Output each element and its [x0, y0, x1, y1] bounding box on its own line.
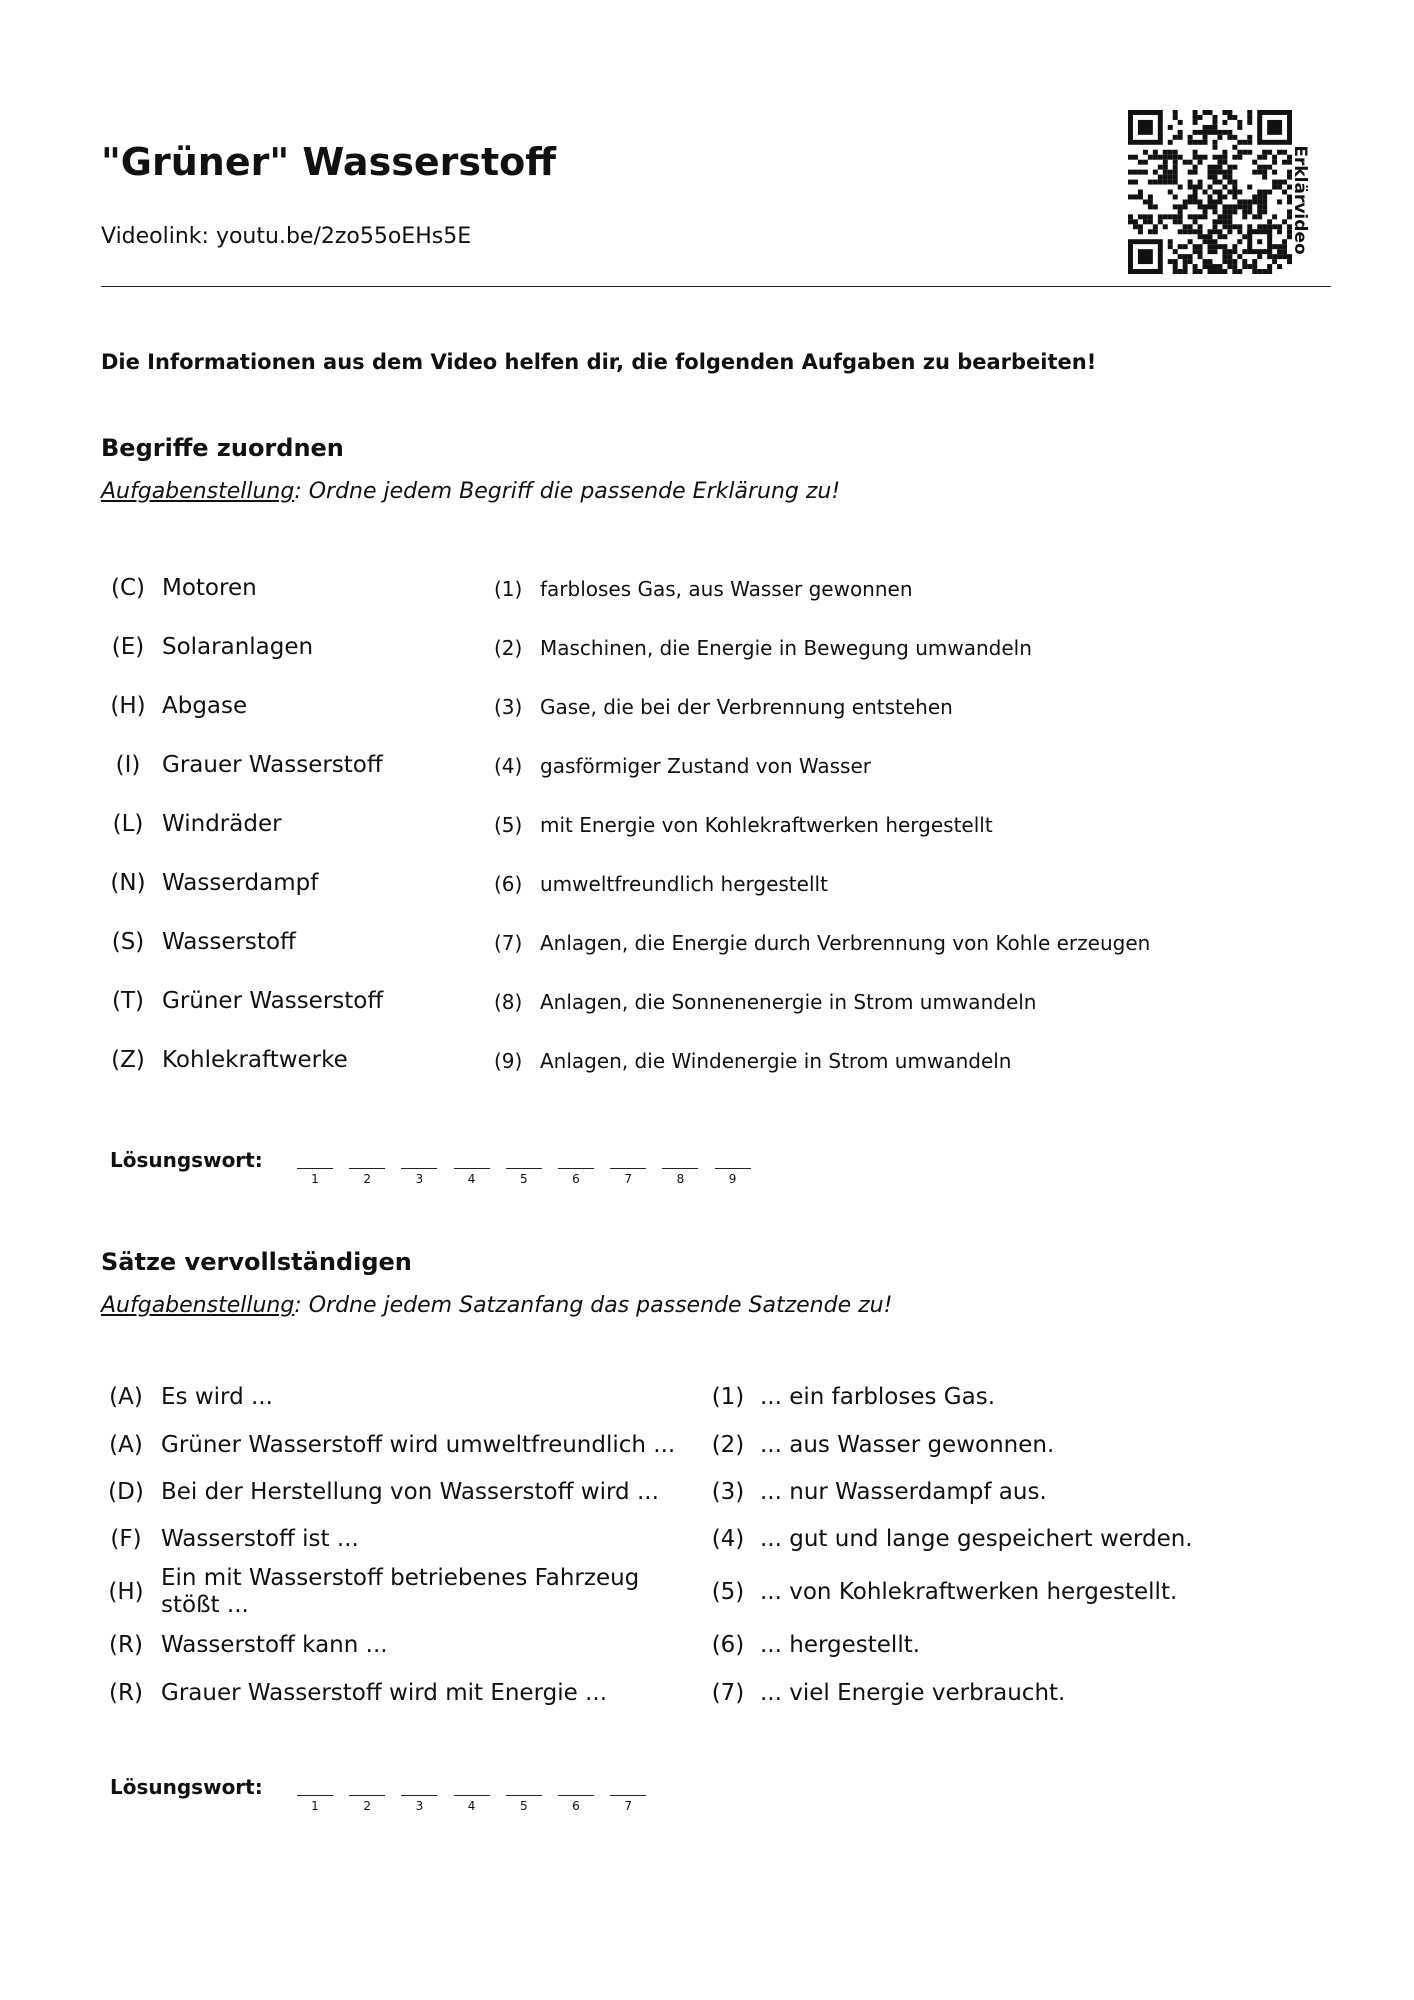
solution-blank[interactable]	[558, 1795, 594, 1796]
section1-task	[101, 479, 840, 504]
blank-number: 1	[311, 1799, 319, 1813]
term-letter: (Z)	[111, 1047, 145, 1073]
ending-number: (3)	[711, 1479, 745, 1505]
definition-text: gasförmiger Zustand von Wasser	[540, 754, 871, 778]
sentence-letter: (A)	[109, 1384, 143, 1410]
term-label: Motoren	[162, 575, 257, 601]
term-label: Kohlekraftwerke	[162, 1047, 348, 1073]
sentence-ending: ... von Kohlekraftwerken hergestellt.	[760, 1579, 1178, 1605]
blank-number: 2	[363, 1172, 371, 1186]
term-letter: (H)	[110, 693, 146, 719]
sentence-letter: (D)	[108, 1479, 144, 1505]
solution-blank[interactable]	[401, 1795, 437, 1796]
sentence-letter: (F)	[110, 1526, 142, 1552]
solution-blank[interactable]	[349, 1795, 385, 1796]
definition-number: (4)	[494, 754, 523, 778]
definition-text: Anlagen, die Windenergie in Strom umwandeln	[540, 1049, 1012, 1073]
solution-blank[interactable]	[297, 1795, 333, 1796]
definition-number: (5)	[494, 813, 523, 837]
solution-blank[interactable]	[401, 1168, 437, 1169]
solution-blank[interactable]	[610, 1168, 646, 1169]
definition-text: Gase, die bei der Verbrennung entstehen	[540, 695, 953, 719]
term-label: Windräder	[162, 811, 282, 837]
definition-number: (2)	[494, 636, 523, 660]
blank-number: 5	[519, 1172, 528, 1186]
ending-number: (4)	[711, 1526, 745, 1552]
intro-text: Die Informationen aus dem Video helfen dir, die folgenden Aufgaben zu bearbeiten!	[101, 350, 1097, 374]
blank-number: 4	[467, 1172, 476, 1186]
task-text: : Ordne jedem Begriff die passende Erklärung zu!	[294, 479, 841, 504]
blank-number: 7	[624, 1799, 632, 1813]
header-divider	[101, 286, 1331, 287]
solution-label-2: Lösungswort:	[110, 1775, 263, 1799]
definition-text: mit Energie von Kohlekraftwerken hergestellt	[540, 813, 993, 837]
sentence-start: Grüner Wasserstoff wird umweltfreundlich ...	[161, 1432, 676, 1458]
sentence-ending: ... gut und lange gespeichert werden.	[760, 1526, 1193, 1552]
term-label: Wasserdampf	[162, 870, 319, 896]
solution-blank[interactable]	[454, 1795, 490, 1796]
sentence-start: Grauer Wasserstoff wird mit Energie ...	[161, 1680, 608, 1706]
blank-number: 9	[728, 1172, 737, 1186]
term-letter: (E)	[111, 634, 145, 660]
blank-number: 5	[519, 1799, 528, 1813]
sentence-start: Ein mit Wasserstoff betriebenes Fahrzeug stößt ...	[161, 1565, 640, 1618]
solution-blank[interactable]	[506, 1795, 542, 1796]
sentence-letter: (R)	[109, 1632, 143, 1658]
section1-title: Begriffe zuordnen	[101, 434, 344, 462]
blank-number: 8	[676, 1172, 685, 1186]
blank-number: 3	[415, 1799, 424, 1813]
solution-blank[interactable]	[662, 1168, 698, 1169]
solution-label-1: Lösungswort:	[110, 1148, 263, 1172]
task-text: : Ordne jedem Satzanfang das passende Satzende zu!	[294, 1293, 893, 1318]
qr-label: Erklärvideo	[1290, 145, 1310, 255]
ending-number: (7)	[711, 1680, 745, 1706]
definition-text: Anlagen, die Sonnenenergie in Strom umwandeln	[540, 990, 1037, 1014]
blank-number: 6	[572, 1172, 580, 1186]
blank-number: 3	[415, 1172, 424, 1186]
blank-number: 1	[311, 1172, 319, 1186]
blank-number: 2	[363, 1799, 371, 1813]
sentence-ending: ... ein farbloses Gas.	[760, 1384, 996, 1410]
term-letter: (L)	[112, 811, 144, 837]
solution-blank[interactable]	[558, 1168, 594, 1169]
sentence-start: Es wird ...	[161, 1384, 273, 1410]
definition-text: Anlagen, die Energie durch Verbrennung von Kohle erzeugen	[540, 931, 1151, 955]
term-letter: (T)	[112, 988, 144, 1014]
term-label: Grauer Wasserstoff	[162, 752, 383, 778]
definition-number: (7)	[494, 931, 523, 955]
solution-blank[interactable]	[297, 1168, 333, 1169]
sentence-ending: ... aus Wasser gewonnen.	[760, 1432, 1055, 1458]
section2-task	[101, 1293, 892, 1318]
section2-title: Sätze vervollständigen	[101, 1248, 412, 1276]
video-link[interactable]: Videolink: youtu.be/2zo55oEHs5E	[101, 224, 472, 249]
definition-number: (1)	[494, 577, 523, 601]
term-label: Grüner Wasserstoff	[162, 988, 384, 1014]
term-letter: (C)	[110, 575, 145, 601]
sentence-start: Wasserstoff ist ...	[161, 1526, 359, 1552]
ending-number: (1)	[711, 1384, 745, 1410]
definition-number: (9)	[494, 1049, 523, 1073]
task-label: Aufgabenstellung	[101, 479, 295, 504]
sentence-ending: ... hergestellt.	[760, 1632, 921, 1658]
sentence-letter: (H)	[108, 1579, 144, 1605]
solution-blank[interactable]	[610, 1795, 646, 1796]
blank-number: 7	[624, 1172, 632, 1186]
term-label: Solaranlagen	[162, 634, 314, 660]
solution-blank[interactable]	[715, 1168, 751, 1169]
qr-code	[1128, 110, 1292, 274]
term-label: Abgase	[162, 693, 248, 719]
definition-number: (6)	[494, 872, 523, 896]
page-title: "Grüner" Wasserstoff	[101, 140, 556, 184]
sentence-start: Wasserstoff kann ...	[161, 1632, 388, 1658]
term-label: Wasserstoff	[162, 929, 296, 955]
term-letter: (N)	[110, 870, 146, 896]
definition-text: Maschinen, die Energie in Bewegung umwandeln	[540, 636, 1032, 660]
definition-number: (3)	[494, 695, 523, 719]
solution-blank[interactable]	[454, 1168, 490, 1169]
definition-number: (8)	[494, 990, 523, 1014]
blank-number: 4	[467, 1799, 476, 1813]
ending-number: (5)	[711, 1579, 745, 1605]
term-letter: (S)	[111, 929, 145, 955]
term-letter: (I)	[115, 752, 141, 778]
sentence-ending: ... viel Energie verbraucht.	[760, 1680, 1066, 1706]
task-label: Aufgabenstellung	[101, 1293, 295, 1318]
sentence-ending: ... nur Wasserdampf aus.	[760, 1479, 1047, 1505]
definition-text: umweltfreundlich hergestellt	[540, 872, 828, 896]
blank-number: 6	[572, 1799, 580, 1813]
sentence-letter: (A)	[109, 1432, 143, 1458]
solution-blank[interactable]	[506, 1168, 542, 1169]
sentence-start: Bei der Herstellung von Wasserstoff wird ...	[161, 1479, 659, 1505]
definition-text: farbloses Gas, aus Wasser gewonnen	[540, 577, 913, 601]
sentence-letter: (R)	[109, 1680, 143, 1706]
ending-number: (6)	[711, 1632, 745, 1658]
solution-blank[interactable]	[349, 1168, 385, 1169]
ending-number: (2)	[711, 1432, 745, 1458]
